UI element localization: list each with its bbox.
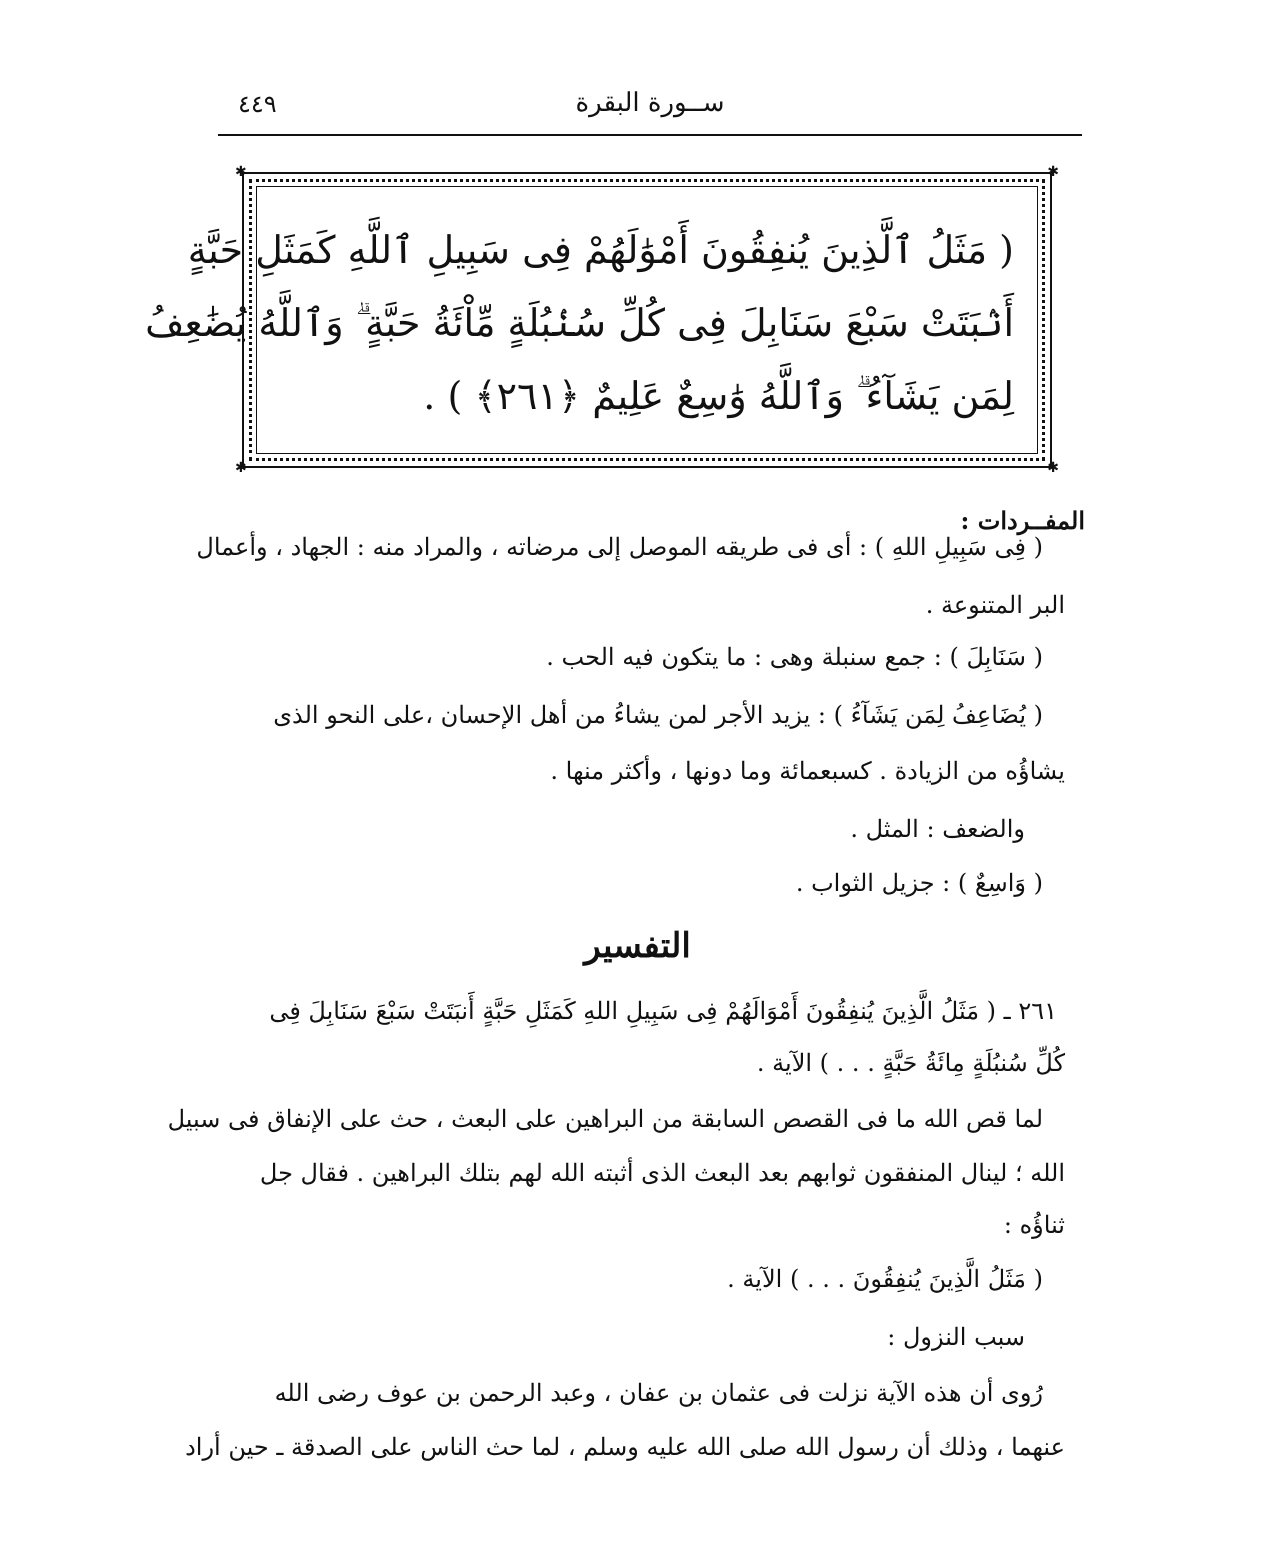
vocabulary-line: ( فِى سَبِيلِ اللهِ ) : أى فى طريقه الموصل إلى مرضاته ، والمراد منه : الجهاد ، وأعمال: [196, 533, 1043, 561]
tafsir-line: ( مَثَلُ الَّذِينَ يُنفِقُونَ . . . ) الآية .: [727, 1265, 1043, 1293]
header-divider: [218, 134, 1082, 136]
ornament-star-icon: ✱: [235, 164, 247, 180]
ornament-star-icon: ✱: [1047, 460, 1059, 476]
verse-frame: [145, 164, 1059, 476]
tafsir-line: رُوى أن هذه الآية نزلت فى عثمان بن عفان ، وعبد الرحمن بن عوف رضى الله: [274, 1379, 1043, 1407]
ornament-star-icon: ✱: [1047, 164, 1059, 180]
tafsir-line: الله ؛ لينال المنفقون ثوابهم بعد البعث الذى أثبته الله لهم بتلك البراهين . فقال جل: [259, 1159, 1065, 1187]
page-number: ٤٤٩: [238, 90, 277, 118]
vocabulary-line: البر المتنوعة .: [925, 591, 1065, 619]
tafsir-line: كُلِّ سُنبُلَةٍ مِائَةُ حَبَّةٍ . . . ) الآية .: [756, 1049, 1065, 1077]
ornament-star-icon: ✱: [235, 460, 247, 476]
vocabulary-heading: المفــردات :: [960, 506, 1085, 535]
page-header: [218, 88, 1082, 130]
tafsir-line: ٢٦١ ـ ( مَثَلُ الَّذِينَ يُنفِقُونَ أَمْوَالَهُمْ فِى سَبِيلِ اللهِ كَمَثَلِ حَبَّةٍ أَنبَتَتْ سَبْعَ سَنَابِلَ فِى: [269, 997, 1057, 1025]
verse-line: أَنۢبَتَتْ سَبْعَ سَنَابِلَ فِى كُلِّ سُنۢبُلَةٍ مِّاْئَةُ حَبَّةٍ ۗ وَٱللَّهُ يُضَٰعِفُ: [145, 301, 1014, 345]
vocabulary-line: يشاؤُه من الزيادة . كسبعمائة وما دونها ، وأكثر منها .: [550, 757, 1065, 785]
vocabulary-line: ( يُضَاعِفُ لِمَن يَشَآءُ ) : يزيد الأجر لمن يشاءُ من أهل الإحسان ،على النحو الذى: [273, 701, 1043, 729]
tafsir-title: التفسير: [584, 926, 691, 966]
tafsir-line: لما قص الله ما فى القصص السابقة من البراهين على البعث ، حث على الإنفاق فى سبيل: [167, 1105, 1043, 1133]
tafsir-line: عنهما ، وذلك أن رسول الله صلى الله عليه وسلم ، لما حث الناس على الصدقة ـ حين أراد: [185, 1433, 1065, 1461]
verse-line: ( مَثَلُ ٱلَّذِينَ يُنفِقُونَ أَمْوَٰلَهُمْ فِى سَبِيلِ ٱللَّهِ كَمَثَلِ حَبَّةٍ: [187, 228, 1014, 272]
tafsir-line: ثناؤُه :: [1003, 1211, 1065, 1239]
surah-title: ســورة البقرة: [575, 88, 725, 118]
vocabulary-line: ( سَنَابِلَ ) : جمع سنبلة وهى : ما يتكون فيه الحب .: [546, 643, 1043, 671]
tafsir-line: سبب النزول :: [887, 1323, 1025, 1351]
vocabulary-line: ( وَاسِعٌ ) : جزيل الثواب .: [795, 869, 1043, 897]
verse-line: لِمَن يَشَآءُ ۗ وَٱللَّهُ وَٰسِعٌ عَلِيمٌ ﴿٢٦١﴾ ) .: [423, 374, 1014, 418]
vocabulary-line: والضعف : المثل .: [850, 815, 1025, 843]
